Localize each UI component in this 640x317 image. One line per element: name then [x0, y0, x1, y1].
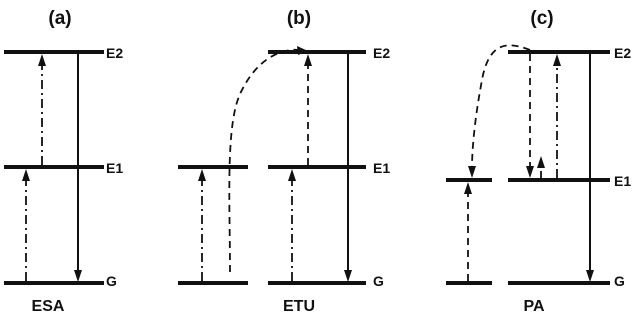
panel-b-tag: (b) [286, 8, 312, 29]
panel-esa [4, 8, 123, 315]
etu-energy-transfer-curve [229, 50, 300, 272]
pa-label-e2: E2 [614, 45, 632, 61]
pa-absorb-e1-e2-head [553, 54, 561, 66]
esa-label-e2: E2 [106, 45, 124, 61]
etu-absorb-g-e1-head [288, 169, 296, 181]
etu-emission-e2-g-head [344, 270, 352, 282]
etu-caption: ETU [283, 298, 315, 315]
pa-cross-relaxation-head [468, 166, 476, 178]
esa-absorb-g-e1-head [22, 169, 30, 181]
pa-cross-relaxation-curve [472, 45, 530, 168]
pa-up-from-e1-head [537, 156, 545, 168]
esa-label-g: G [106, 273, 117, 289]
pa-label-e1: E1 [614, 173, 632, 189]
pa-emission-e2-g-head [586, 270, 594, 282]
esa-label-e1: E1 [106, 160, 124, 176]
esa-caption: ESA [31, 298, 65, 315]
panel-etu [178, 8, 390, 315]
etu-sensitizer-absorb-head [198, 169, 206, 181]
panel-a-tag: (a) [48, 8, 72, 29]
etu-label-e2: E2 [373, 45, 391, 61]
panel-c-tag: (c) [530, 8, 554, 29]
panel-pa [446, 8, 631, 315]
pa-relax-e2-e1-head [526, 166, 534, 178]
etu-label-g: G [373, 273, 384, 289]
pa-neighbor-excitation-head [464, 182, 472, 194]
etu-absorb-e1-e2-head [304, 54, 312, 66]
etu-label-e1: E1 [373, 160, 391, 176]
esa-absorb-e1-e2-head [38, 54, 46, 66]
pa-caption: PA [523, 298, 545, 315]
esa-emission-e2-g-head [74, 270, 82, 282]
pa-label-g: G [614, 273, 625, 289]
